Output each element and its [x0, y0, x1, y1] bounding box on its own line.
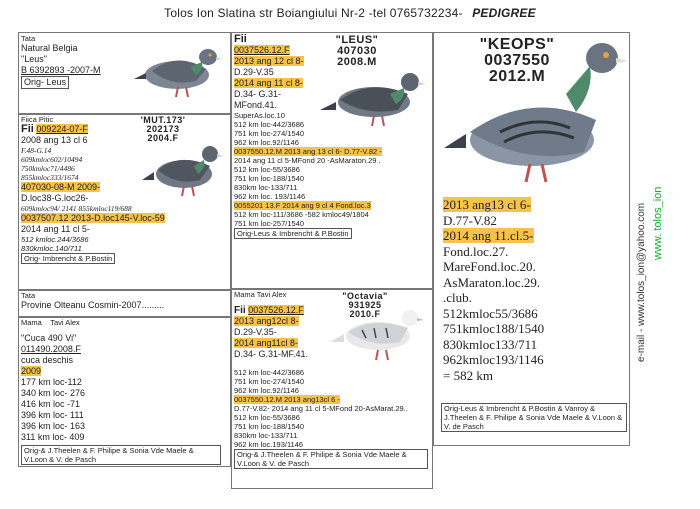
- leus-name: "LEUS": [335, 34, 379, 46]
- leus-ring: 0037526.12.F: [234, 45, 290, 55]
- keops-info: [443, 197, 628, 383]
- leus-line-4: MFond.41.: [234, 100, 278, 110]
- leus-name-block: [322, 35, 392, 68]
- filica-line-2: 609kmloc602/10494: [21, 155, 83, 164]
- octavia-line-5: 751 km loc-274/1540: [234, 377, 305, 386]
- filica-line-11: 830kmloc.140/711: [21, 244, 82, 253]
- octavia-line-9: 512 km loc-55/3686: [234, 413, 300, 422]
- pedigree-label: PEDIGREE: [472, 6, 536, 20]
- octavia-line-3: D.34- G.31-MF.41.: [234, 349, 309, 359]
- octavia-line-2: 2014 ang11cl 8-: [234, 338, 298, 348]
- tata2-label: Tata: [21, 291, 36, 300]
- mut173-name-block: [130, 116, 196, 143]
- tata-label: Tata: [21, 34, 36, 43]
- leus-code: 407030: [337, 45, 377, 57]
- leus-line-10: 2014 ang 11 cl 5-MFond 20 -AsMaraton.29 .: [234, 156, 381, 165]
- leus-line-15: 0055201 13.F 2014 ang 9 cl 4 Fond.loc.3: [234, 201, 371, 210]
- tata-info: [21, 43, 131, 89]
- leus-year: 2008.M: [337, 56, 377, 68]
- keops-line-1: D.77-V.82: [443, 212, 497, 228]
- pigeon-leus-small-image: [132, 37, 224, 103]
- leus-line-11: 512 km loc-55/3686: [234, 165, 300, 174]
- filica-line-6: D.loc38-G.loc26-: [21, 193, 89, 203]
- keops-line-3: Fond.loc.27.: [443, 243, 509, 259]
- octavia-line-10: 751 km loc-188/1540: [234, 422, 305, 431]
- keops-line-10: 962kmloc193/1146: [443, 352, 544, 367]
- keops-name: "KEOPS": [479, 36, 555, 53]
- filica-line-3: 750kmloc71/4486: [21, 164, 75, 173]
- leus-line-17: 751 km loc-257/1540: [234, 219, 305, 228]
- octavia-line-12: 962 km loc.193/1146: [234, 440, 304, 449]
- filica-label: Fiica Pitic: [21, 115, 54, 124]
- keops-line-7: 512kmloc55/3686: [443, 305, 538, 321]
- leus-line-7: 751 km loc-274/1540: [234, 129, 305, 138]
- mut173-year: 2004.F: [147, 133, 179, 143]
- filica-line-7: 609kmloc94/ 2141 855kmloc119/688: [21, 204, 132, 213]
- octavia-label: Mama Tavi Alex: [234, 290, 287, 299]
- keops-line-5: AsMaraton.loc.29.: [443, 274, 541, 290]
- octavia-line-11: 830km loc-133/711: [234, 431, 298, 440]
- filica-fii: Fii: [21, 123, 34, 135]
- mama-label: [21, 318, 80, 327]
- header-title: Tolos Ion Slatina str Boiangiului Nr-2 -tel 0765732234-: [164, 6, 463, 20]
- keops-orig: Orig-Leus & Imbrencht & P.Bostin & Vanroy & J.Theelen & F. Philipe & Sonia Vde Maele & V.Loon & V. de Pasch: [441, 403, 627, 432]
- mama-line-4: 177 km loc-112: [21, 377, 82, 387]
- filica-orig: Orig- Imbrencht & P.Bostin: [21, 253, 115, 264]
- pigeon-leus-image: [318, 68, 430, 130]
- keops-line-8: 751kmloc188/1540: [443, 321, 545, 336]
- octavia-line-6: 962 km loc.92/1146: [234, 386, 299, 395]
- octavia-year: 2010.F: [349, 309, 381, 319]
- tata-line: Natural Belgia: [21, 43, 78, 53]
- mut173-name: 'MUT.173': [140, 115, 186, 125]
- mama-line-9: 311 km loc- 409: [21, 432, 85, 442]
- tata-line: "Leus": [21, 54, 47, 64]
- filica-line-8: 0037507.12 2013-D.loc145-V.loc-59: [21, 213, 165, 223]
- filica-line-10: 512 kmloc.244/3686: [21, 235, 89, 244]
- leus-line-16: 512 km loc-111/3686 -582 kmloc49/1804: [234, 210, 369, 219]
- octavia-line-7: 0037550.12.M 2013 ang13cl 6 -: [234, 395, 340, 404]
- keops-code: 0037550: [484, 52, 550, 69]
- leus-line-13: 830km loc-133/711: [234, 183, 298, 192]
- pigeon-octavia-image: [326, 291, 430, 364]
- mama-owner: Tavi Alex: [50, 318, 80, 327]
- leus-fii: Fii: [234, 33, 247, 45]
- filica-line-5: 407030-08-M 2009-: [21, 182, 101, 192]
- side-email: e-mail - www.tolos_ion@yahoo.com: [636, 202, 647, 362]
- mama-line-8: 396 km loc- 163: [21, 421, 86, 431]
- octavia-fii: Fii: [234, 305, 246, 316]
- octavia-name: "Octavia": [342, 291, 388, 301]
- filica-ring: 009224-07-F: [36, 124, 88, 134]
- mama-line-5: 340 km loc- 276: [21, 388, 86, 398]
- mama-line-3: 2009: [21, 366, 42, 376]
- tata-ring: B 6392893 -2007-M: [21, 65, 101, 75]
- side-brand: www. tolos_ion: [652, 186, 664, 260]
- filica-line-1: F.48-G.14: [21, 146, 52, 155]
- mama-label-text: Mama: [21, 318, 42, 327]
- leus-line-3: D.34- G.31-: [234, 89, 282, 99]
- pigeon-keops-image: [440, 36, 628, 188]
- leus-line-8: 962 km loc.92/1146: [234, 138, 299, 147]
- leus-line-9: 0037550.12.M 2013 ang 13 cl 6- D.77-V.82 -: [234, 147, 382, 156]
- keops-line-2: 2014 ang 11.cl.5-: [443, 228, 534, 243]
- keops-line-6: .club.: [443, 290, 472, 305]
- leus-orig: Orig-Leus & Imbrencht & P.Bostin: [234, 228, 352, 239]
- leus-line-6: 512 km loc-442/3686: [234, 120, 305, 129]
- mut173-code: 202173: [146, 124, 180, 134]
- leus-line-0: 2013 ang 12 cl 8-: [234, 56, 304, 66]
- page-header: [0, 6, 700, 20]
- tata-orig: Orig- Leus: [21, 76, 69, 89]
- mama-orig: Orig-& J.Theelen & F. Philipe & Sonia Vde Maele & V.Loon & V. de Pasch: [21, 445, 221, 465]
- leus-line-2: 2014 ang 11 cl 8-: [234, 78, 303, 88]
- keops-line-4: MareFond.loc.20.: [443, 259, 536, 274]
- filica-line-0: 2008 ang 13 cl 6: [21, 135, 88, 145]
- leus-line-1: D.29-V.35: [234, 67, 274, 77]
- octavia-line-8: D.77-V.82- 2014 ang 11 cl 5-MFond 20-AsMarat.29..: [234, 404, 408, 413]
- keops-line-11: = 582 km: [443, 367, 493, 383]
- leus-line-14: 962 km loc. 193/1146: [234, 192, 306, 201]
- mama-info: [21, 333, 231, 465]
- mama-line-6: 416 km loc -71: [21, 399, 81, 409]
- mama-line-2: cuca deschis: [21, 355, 74, 365]
- leus-line-12: 751 km loc-188/1540: [234, 174, 305, 183]
- octavia-orig: Orig-& J.Theelen & F. Philipe & Sonia Vde Maele & V.Loon & V. de Pasch: [234, 449, 428, 469]
- keops-year: 2012.M: [488, 68, 546, 85]
- mama-line-0: "Cuca 490 Vi": [21, 333, 77, 343]
- leus-line-5: SuperAs.loc.10: [234, 111, 285, 120]
- octavia-ring: 0037526.12.F: [248, 305, 304, 315]
- filica-line-9: 2014 ang 11 cl 5-: [21, 224, 90, 234]
- octavia-line-0: 2013 ang12cl 8-: [234, 316, 299, 326]
- keops-line-0: 2013 ang13 cl 6-: [443, 197, 531, 212]
- tata2-line: Provine Olteanu Cosmin-2007.........: [21, 300, 165, 310]
- keops-line-9: 830kmloc133/711: [443, 336, 538, 352]
- mama-line-7: 396 km loc- 111: [21, 410, 84, 420]
- octavia-line-4: 512 km loc-442/3686: [234, 368, 305, 377]
- filica-line-4: 855kmloc333/1674: [21, 173, 79, 182]
- octavia-line-1: D.29-V.35-: [234, 327, 277, 337]
- pigeon-mut173-image: [140, 140, 230, 200]
- octavia-code: 931925: [348, 300, 382, 310]
- mama-line-1: 011490.2008.F: [21, 344, 81, 354]
